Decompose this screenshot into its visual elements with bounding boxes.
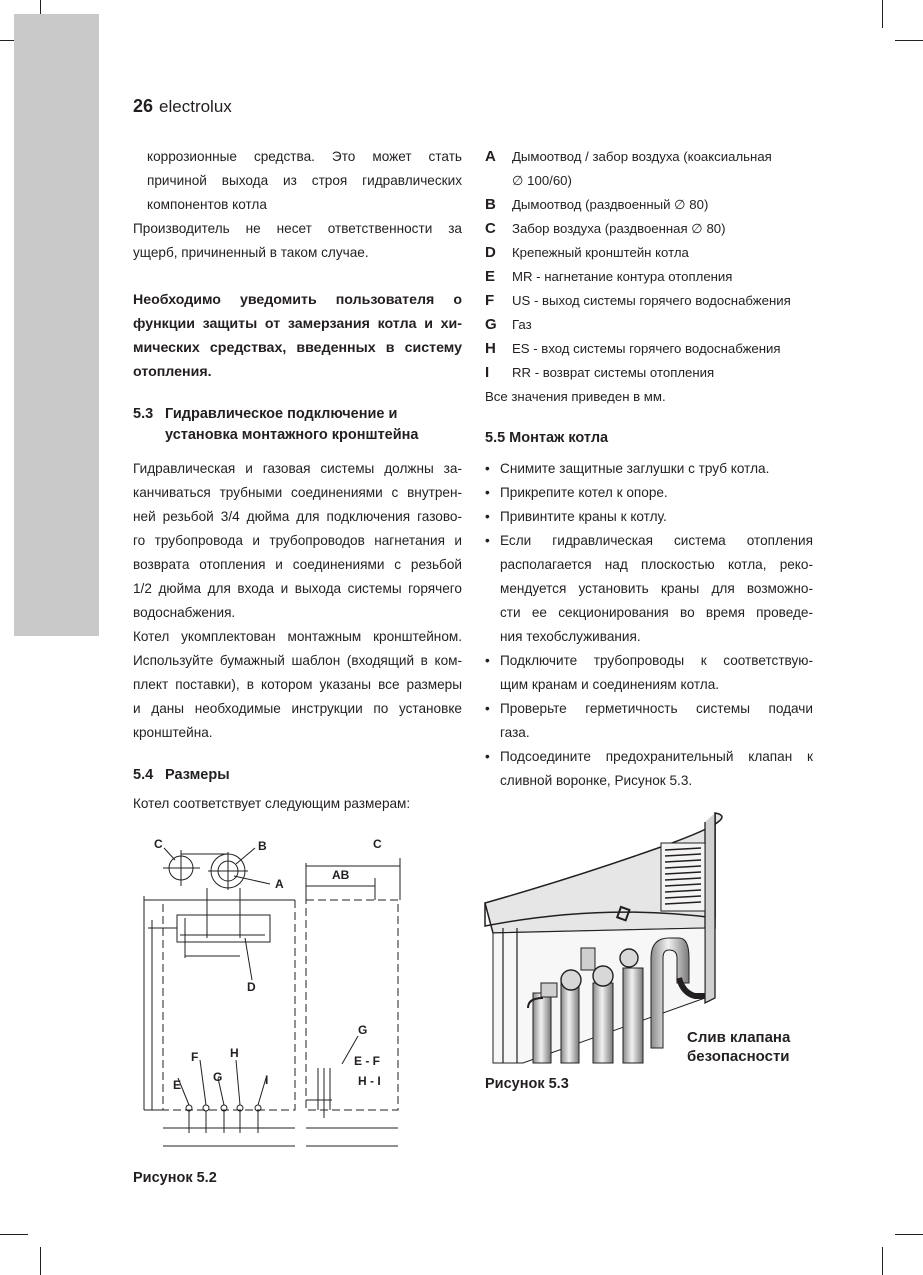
legend-item: [485, 289, 825, 313]
valve: [593, 966, 613, 986]
boiler-front-outline: [163, 900, 295, 1110]
legend-text: RR - возврат системы отопления: [512, 365, 715, 380]
text-line: функции защиты от замерзания котла и хи-: [133, 316, 462, 332]
legend-key: D: [485, 244, 496, 261]
legend-key: G: [485, 316, 497, 333]
section-number: 5.4: [133, 767, 154, 783]
drain-label-line-1: Слив клапана: [687, 1029, 791, 1046]
label-g-side: G: [358, 1023, 368, 1037]
figure-5-3-photo: [483, 808, 818, 1068]
crop-mark: [882, 1247, 883, 1275]
brand-name: electrolux: [159, 97, 232, 116]
label-d: D: [247, 980, 256, 994]
pipe: [593, 983, 613, 1063]
fitting: [541, 983, 557, 997]
text-line: кронштейна.: [133, 725, 213, 740]
section-5-3-paragraph-1: [133, 457, 462, 625]
label-e-f: E - F: [354, 1054, 380, 1068]
section-title-line: установка монтажного кронштейна: [165, 427, 419, 443]
list-item: • Проверьте герметичность системы подачи газа.: [485, 697, 813, 745]
legend-key: A: [485, 148, 496, 165]
leader-line: [245, 938, 252, 980]
legend-item: [485, 313, 825, 337]
figure-5-3-caption: Рисунок 5.3: [485, 1076, 569, 1092]
connection-f: [203, 1105, 209, 1111]
boiler-side-outline: [306, 900, 398, 1110]
label-f: F: [191, 1050, 199, 1064]
legend-text: MR - нагнетание контура отопления: [512, 269, 733, 284]
list-item: • Подключите трубопроводы к соответствую- щим кранам и соединениям котла.: [485, 649, 813, 697]
section-title: Размеры: [165, 767, 230, 783]
figure-5-2-caption: Рисунок 5.2: [133, 1170, 217, 1186]
legend-key: F: [485, 292, 495, 309]
text-line: плект поставки), в котором указаны все размеры: [133, 677, 462, 692]
legend-item: [485, 169, 825, 193]
crop-mark: [40, 1247, 41, 1275]
legend-text: Забор воздуха (раздвоенная ∅ 80): [512, 221, 726, 236]
text-line: го трубопровода и трубопроводов нагнетания и: [133, 533, 462, 548]
label-c-side: C: [373, 837, 382, 851]
text-line: Котел укомплектован монтажным кронштейном.: [133, 629, 462, 644]
legend-text: Дымоотвод / забор воздуха (коаксиальная: [512, 149, 772, 164]
leader-line: [236, 848, 255, 864]
continued-text: [147, 145, 462, 217]
figure-5-2-drawing: [130, 828, 475, 1158]
freeze-warning: [133, 288, 462, 384]
section-5-5-list: [485, 457, 813, 793]
text-line: компонентов котла: [147, 197, 267, 212]
leader-line: [200, 1060, 206, 1105]
section-5-3-paragraph-2: [133, 625, 462, 745]
legend-item: [485, 145, 825, 169]
text-line: возврата отопления и соединениями с резьбой: [133, 557, 462, 572]
label-b: B: [258, 839, 267, 853]
label-h-i: H - I: [358, 1074, 381, 1088]
drain-label-line-2: безопасности: [687, 1048, 790, 1065]
text-line: и даны необходимые инструкции по установке: [133, 701, 462, 716]
valve-handle: [581, 948, 595, 970]
legend-key: E: [485, 268, 496, 285]
section-5-4-text: Котел соответствует следующим размерам:: [133, 796, 411, 811]
pipe: [623, 968, 643, 1063]
legend-key: C: [485, 220, 496, 237]
text-line: коррозионные средства. Это может стать: [147, 149, 462, 164]
label-c: C: [154, 837, 163, 851]
legend-text: US - выход системы горячего водоснабжения: [512, 293, 791, 308]
section-5-5-heading: 5.5 Монтаж котла: [485, 430, 609, 446]
label-i: I: [265, 1073, 269, 1087]
legend-text: ∅ 100/60): [512, 173, 572, 188]
boiler-side-panel: [705, 813, 715, 1003]
text-line: Гидравлическая и газовая системы должны за-: [133, 461, 462, 476]
side-tab: [14, 14, 99, 636]
legend-item: [485, 265, 825, 289]
leader-line: [164, 848, 175, 860]
section-number: 5.3: [133, 406, 154, 422]
section-5-3-heading: [133, 404, 473, 446]
valve: [561, 970, 581, 990]
text-line: 1/2 дюйма для входа и выхода системы горячего: [133, 581, 462, 596]
section-5-4-heading: [133, 765, 230, 786]
list-item: • Прикрепите котел к опоре.: [485, 481, 813, 505]
text-line: причиной выхода из строя гидравлических: [147, 173, 462, 188]
text-line: Необходимо уведомить пользователя о: [133, 292, 462, 308]
leader-line: [236, 1060, 240, 1105]
legend-item: [485, 241, 825, 265]
text-line: ущерб, причиненный в таком случае.: [133, 245, 369, 260]
page-number: 26: [133, 96, 154, 116]
label-a: A: [275, 877, 284, 891]
label-h: H: [230, 1046, 239, 1060]
crop-mark: [0, 1234, 28, 1235]
legend-key: I: [485, 364, 490, 381]
legend-text: Газ: [512, 317, 532, 332]
legend-list: [485, 145, 825, 409]
text-line: ней резьбой 3/4 дюйма для подключения газово-: [133, 509, 462, 524]
legend-item: [485, 361, 825, 385]
crop-mark: [882, 0, 883, 28]
text-line: водоснабжения.: [133, 605, 236, 620]
list-item: • Подсоедините предохранительный клапан к сливной воронке, Рисунок 5.3.: [485, 745, 813, 793]
text-line: Производитель не несет ответственности за: [133, 221, 462, 236]
label-g: G: [213, 1070, 223, 1084]
leader-line: [234, 876, 270, 884]
crop-mark: [895, 1234, 923, 1235]
pipe: [533, 993, 551, 1063]
valve: [620, 949, 638, 967]
legend-text: Крепежный кронштейн котла: [512, 245, 689, 260]
text-line: мических средствах, введенных в систему: [133, 340, 462, 356]
label-ab: AB: [332, 868, 350, 882]
legend-item: [485, 337, 825, 361]
page-header: [133, 96, 232, 117]
text-line: Используйте бумажный шаблон (входящий в ком-: [133, 653, 462, 668]
section-title-line: Гидравлическое подключение и: [165, 406, 398, 422]
legend-note: Все значения приведен в мм.: [485, 389, 666, 404]
legend-key: H: [485, 340, 496, 357]
label-e: E: [173, 1078, 182, 1092]
legend-text: ES - вход системы горячего водоснабжения: [512, 341, 781, 356]
pipe: [561, 983, 579, 1063]
list-item: • Если гидравлическая система отопления располагается над плоскостью котла, реко- мендуется установить краны для возможно- сти ее секционирования во время проведе- ния техобслуживания.: [485, 529, 813, 649]
legend-item: [485, 217, 825, 241]
list-item: • Привинтите краны к котлу.: [485, 505, 813, 529]
text-line: канчиваться трубными соединениями с внутрен-: [133, 485, 462, 500]
vent-grille: [661, 843, 705, 911]
crop-mark: [895, 40, 923, 41]
mounting-bracket: [177, 915, 270, 942]
legend-text: Дымоотвод (раздвоенный ∅ 80): [512, 197, 709, 212]
list-item: • Снимите защитные заглушки с труб котла.: [485, 457, 813, 481]
text-line: отопления.: [133, 364, 212, 380]
legend-key: B: [485, 196, 496, 213]
responsibility-text: [133, 217, 462, 265]
legend-item: [485, 193, 825, 217]
